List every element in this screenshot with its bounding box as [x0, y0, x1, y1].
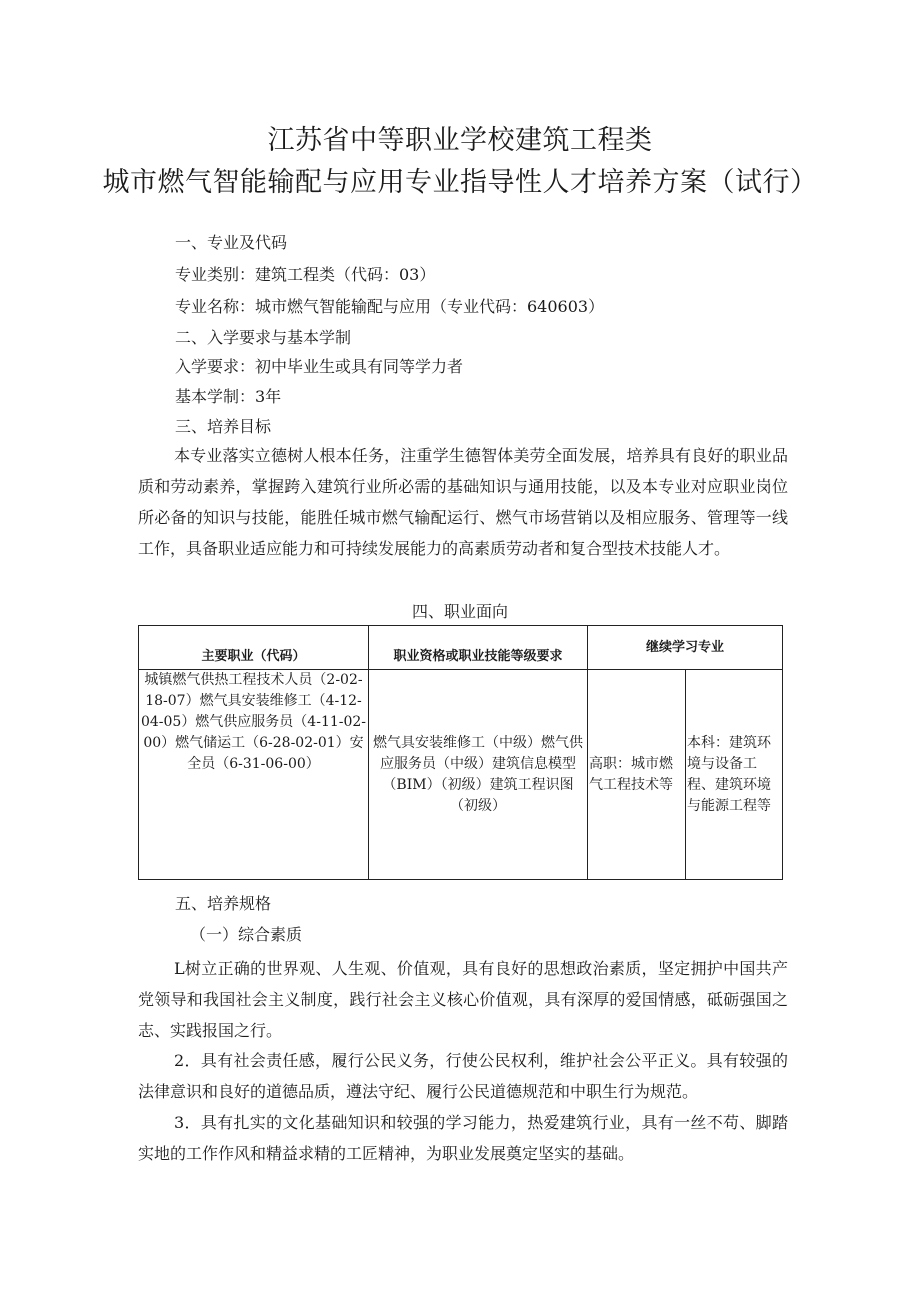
occupation-table — [138, 625, 783, 880]
document-title-line1: 江苏省中等职业学校建筑工程类 — [267, 125, 653, 156]
section4-heading: 四、职业面向 — [411, 602, 508, 621]
section2-heading: 二、入学要求与基本学制 — [175, 328, 352, 347]
quality-item-1: L树立正确的世界观、人生观、价值观，具有良好的思想政治素质，坚定拥护中国共产党领导和我国社会主义制度，践行社会主义核心价值观，具有深厚的爱国情感，砥砺强国之志、实践报国之行。 — [138, 959, 788, 1040]
cell-occupation: 城镇燃气供热工程技术人员（2-02-18-07）燃气具安装维修工（4-12-04-05）燃气供应服务员（4-11-02-00）燃气储运工（6-28-02-01）安全员（6-31-06-00） — [139, 670, 369, 880]
major-name: 专业名称：城市燃气智能输配与应用（专业代码：640603） — [175, 297, 605, 316]
header-occupation: 主要职业（代码） — [139, 626, 369, 670]
admission-requirement: 入学要求：初中毕业生或具有同等学力者 — [175, 357, 464, 376]
subsection-comprehensive-quality: （一）综合素质 — [190, 925, 303, 944]
header-qualification: 职业资格或职业技能等级要求 — [369, 626, 588, 670]
header-continuing-study: 继续学习专业 — [588, 626, 783, 670]
quality-item-3: 3．具有扎实的文化基础知识和较强的学习能力，热爱建筑行业，具有一丝不苟、脚踏实地的工作作风和精益求精的工匠精神，为职业发展奠定坚实的基础。 — [138, 1113, 788, 1163]
section5-heading: 五、培养规格 — [175, 894, 272, 913]
quality-item-2: 2．具有社会责任感，履行公民义务，行使公民权利，维护社会公平正义。具有较强的法律意识和良好的道德品质，遵法守纪、履行公民道德规范和中职生行为规范。 — [138, 1051, 788, 1101]
table-header-row — [139, 626, 783, 670]
section3-heading: 三、培养目标 — [175, 417, 272, 436]
training-objective-paragraph: 本专业落实立德树人根本任务，注重学生德智体美劳全面发展，培养具有良好的职业品质和劳动素养，掌握跨入建筑行业所必需的基础知识与通用技能，以及本专业对应职业岗位所必备的知识与技能，能胜任城市燃气输配运行、燃气市场营销以及相应服务、管理等一线工作，具备职业适应能力和可持续发展能力的高素质劳动者和复合型技术技能人才。 — [138, 446, 788, 558]
major-category: 专业类别：建筑工程类（代码：03） — [175, 265, 436, 284]
document-title-line2: 城市燃气智能输配与应用专业指导性人才培养方案（试行） — [102, 167, 818, 198]
cell-higher-vocational: 高职：城市燃气工程技术等 — [588, 670, 686, 880]
section1-heading: 一、专业及代码 — [175, 233, 288, 252]
cell-qualification: 燃气具安装维修工（中级）燃气供应服务员（中级）建筑信息模型（BIM）（初级）建筑工程识图（初级） — [369, 670, 588, 880]
study-duration: 基本学制：3年 — [175, 387, 282, 406]
cell-bachelor: 本科：建筑环境与设备工程、建筑环境与能源工程等 — [686, 670, 783, 880]
table-row — [139, 670, 783, 880]
